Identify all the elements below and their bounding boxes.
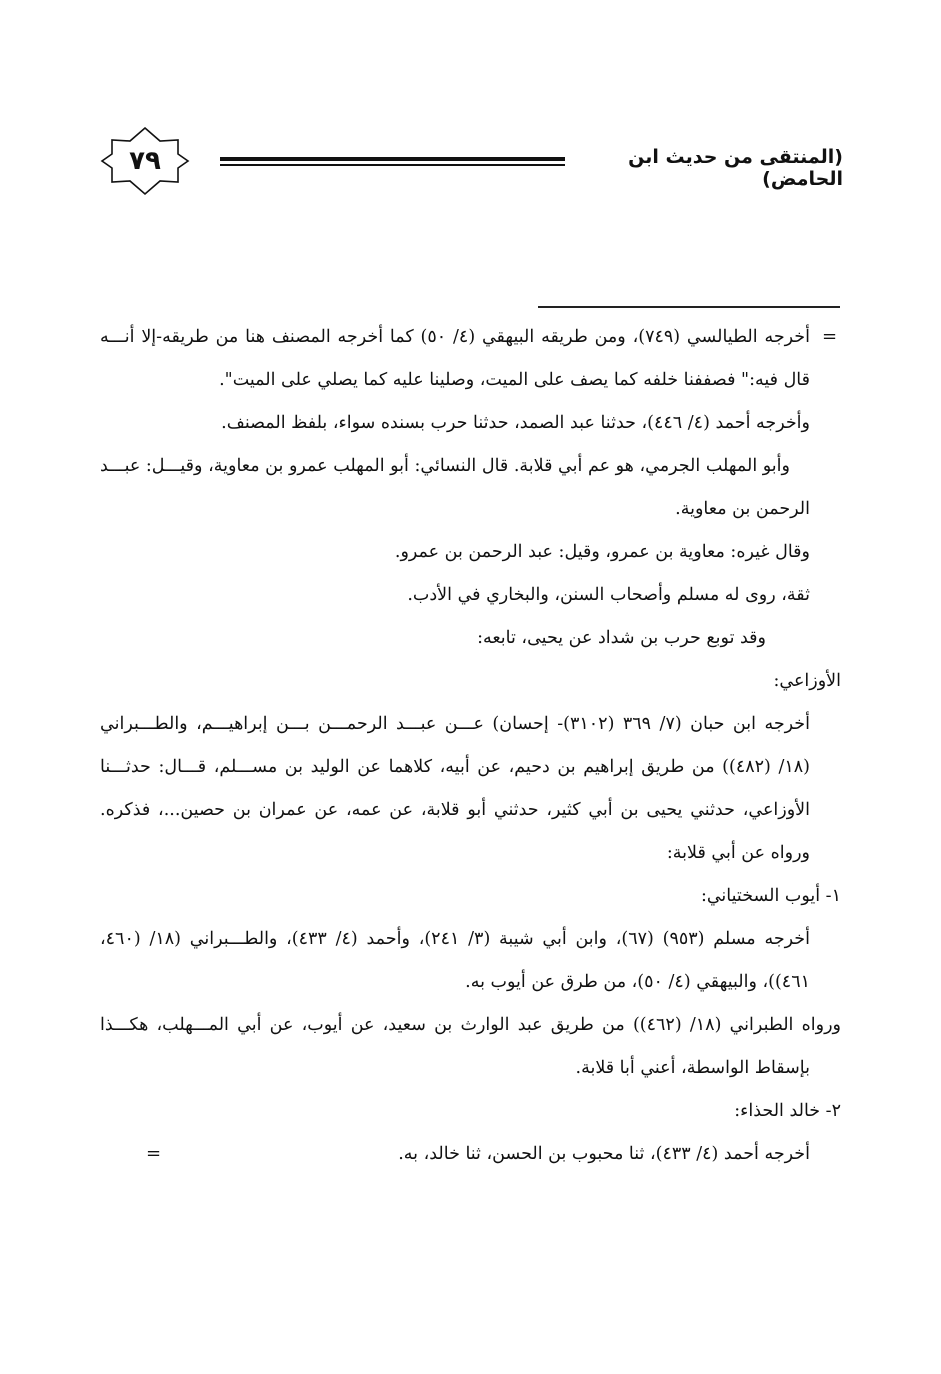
footnote-line: (١٨/ (٤٨٢)) من طريق إبراهيم بن دحيم، عن أبيه، كلاهما عن الوليد بن مســـلم، قـــال: حدثـــنا <box>100 757 810 777</box>
section-heading: ٢- خالد الحذاء: <box>734 1101 841 1121</box>
footnote-line: الأوزاعي، حدثني يحيى بن أبي كثير، حدثني أبو قلابة، عن عمه، عن عمران بن حصين...، فذكره. <box>100 800 810 820</box>
footnote-line: وقد توبع حرب بن شداد عن يحيى، تابعه: <box>477 628 766 648</box>
header-rule <box>220 157 565 167</box>
footnote-line: أخرجه مسلم (٩٥٣) (٦٧)، وابن أبي شيبة (٣/ ٢٤١)، وأحمد (٤/ ٤٣٣)، والطـــبراني (١٨/ (٤٦٠، <box>100 929 810 949</box>
footnote-line: أخرجه أحمد (٤/ ٤٣٣)، ثنا محبوب بن الحسن، ثنا خالد، به. <box>398 1144 810 1164</box>
footnote-line: وأخرجه أحمد (٤/ ٤٤٦)، حدثنا عبد الصمد، حدثنا حرب بسنده سواء، بلفظ المصنف. <box>221 413 810 433</box>
footnote-separator <box>538 306 840 308</box>
footnote-line: ٤٦١))، والبيهقي (٤/ ٥٠)، من طرق عن أيوب به. <box>465 972 810 992</box>
footnote-line: وقال غيره: معاوية بن عمرو، وقيل: عبد الرحمن بن عمرو. <box>394 542 810 562</box>
footnote-line: ثقة، روى له مسلم وأصحاب السنن، والبخاري في الأدب. <box>407 585 810 605</box>
section-heading: الأوزاعي: <box>773 671 841 691</box>
footnote-line: ورواه الطبراني (١٨/ (٤٦٢)) من طريق عبد الوارث بن سعيد، عن أيوب، عن أبي المـــهلب، هكـــذا <box>100 1015 841 1035</box>
header-rule-thick <box>220 157 565 161</box>
header-rule-thin <box>220 164 565 166</box>
page-number: ٧٩ <box>129 146 161 176</box>
footnote-line: الرحمن بن معاوية. <box>675 499 810 519</box>
footnote-line: أخرجه ابن حبان (٧/ ٣٦٩ (٣١٠٢)- إحسان) عـــن عبـــد الرحمـــن بـــن إبراهيـــم، والطـــبراني <box>100 714 810 734</box>
footnote-line: قال فيه:" فصففنا خلفه كما يصف على الميت، وصلينا عليه كما يصلي على الميت". <box>219 370 810 390</box>
continuation-marker: = <box>146 1143 162 1164</box>
footnote-line: وأبو المهلب الجرمي، هو عم أبي قلابة. قال النسائي: أبو المهلب عمرو بن معاوية، وقيـــل: عبـــد <box>100 456 790 476</box>
continuation-marker: = <box>822 326 838 347</box>
page-number-badge <box>100 126 190 196</box>
section-heading: ١- أيوب السختياني: <box>700 886 841 906</box>
footnote-line: ورواه عن أبي قلابة: <box>666 843 810 863</box>
footnote-line: أخرجه الطيالسي (٧٤٩)، ومن طريقه البيهقي (٤/ ٥٠) كما أخرجه المصنف هنا من طريقه-إلا أنـــه <box>100 327 810 347</box>
footnote-line: بإسقاط الواسطة، أعني أبا قلابة. <box>575 1058 810 1078</box>
running-title: (المنتقى من حديث ابن الحامض) <box>628 146 843 190</box>
